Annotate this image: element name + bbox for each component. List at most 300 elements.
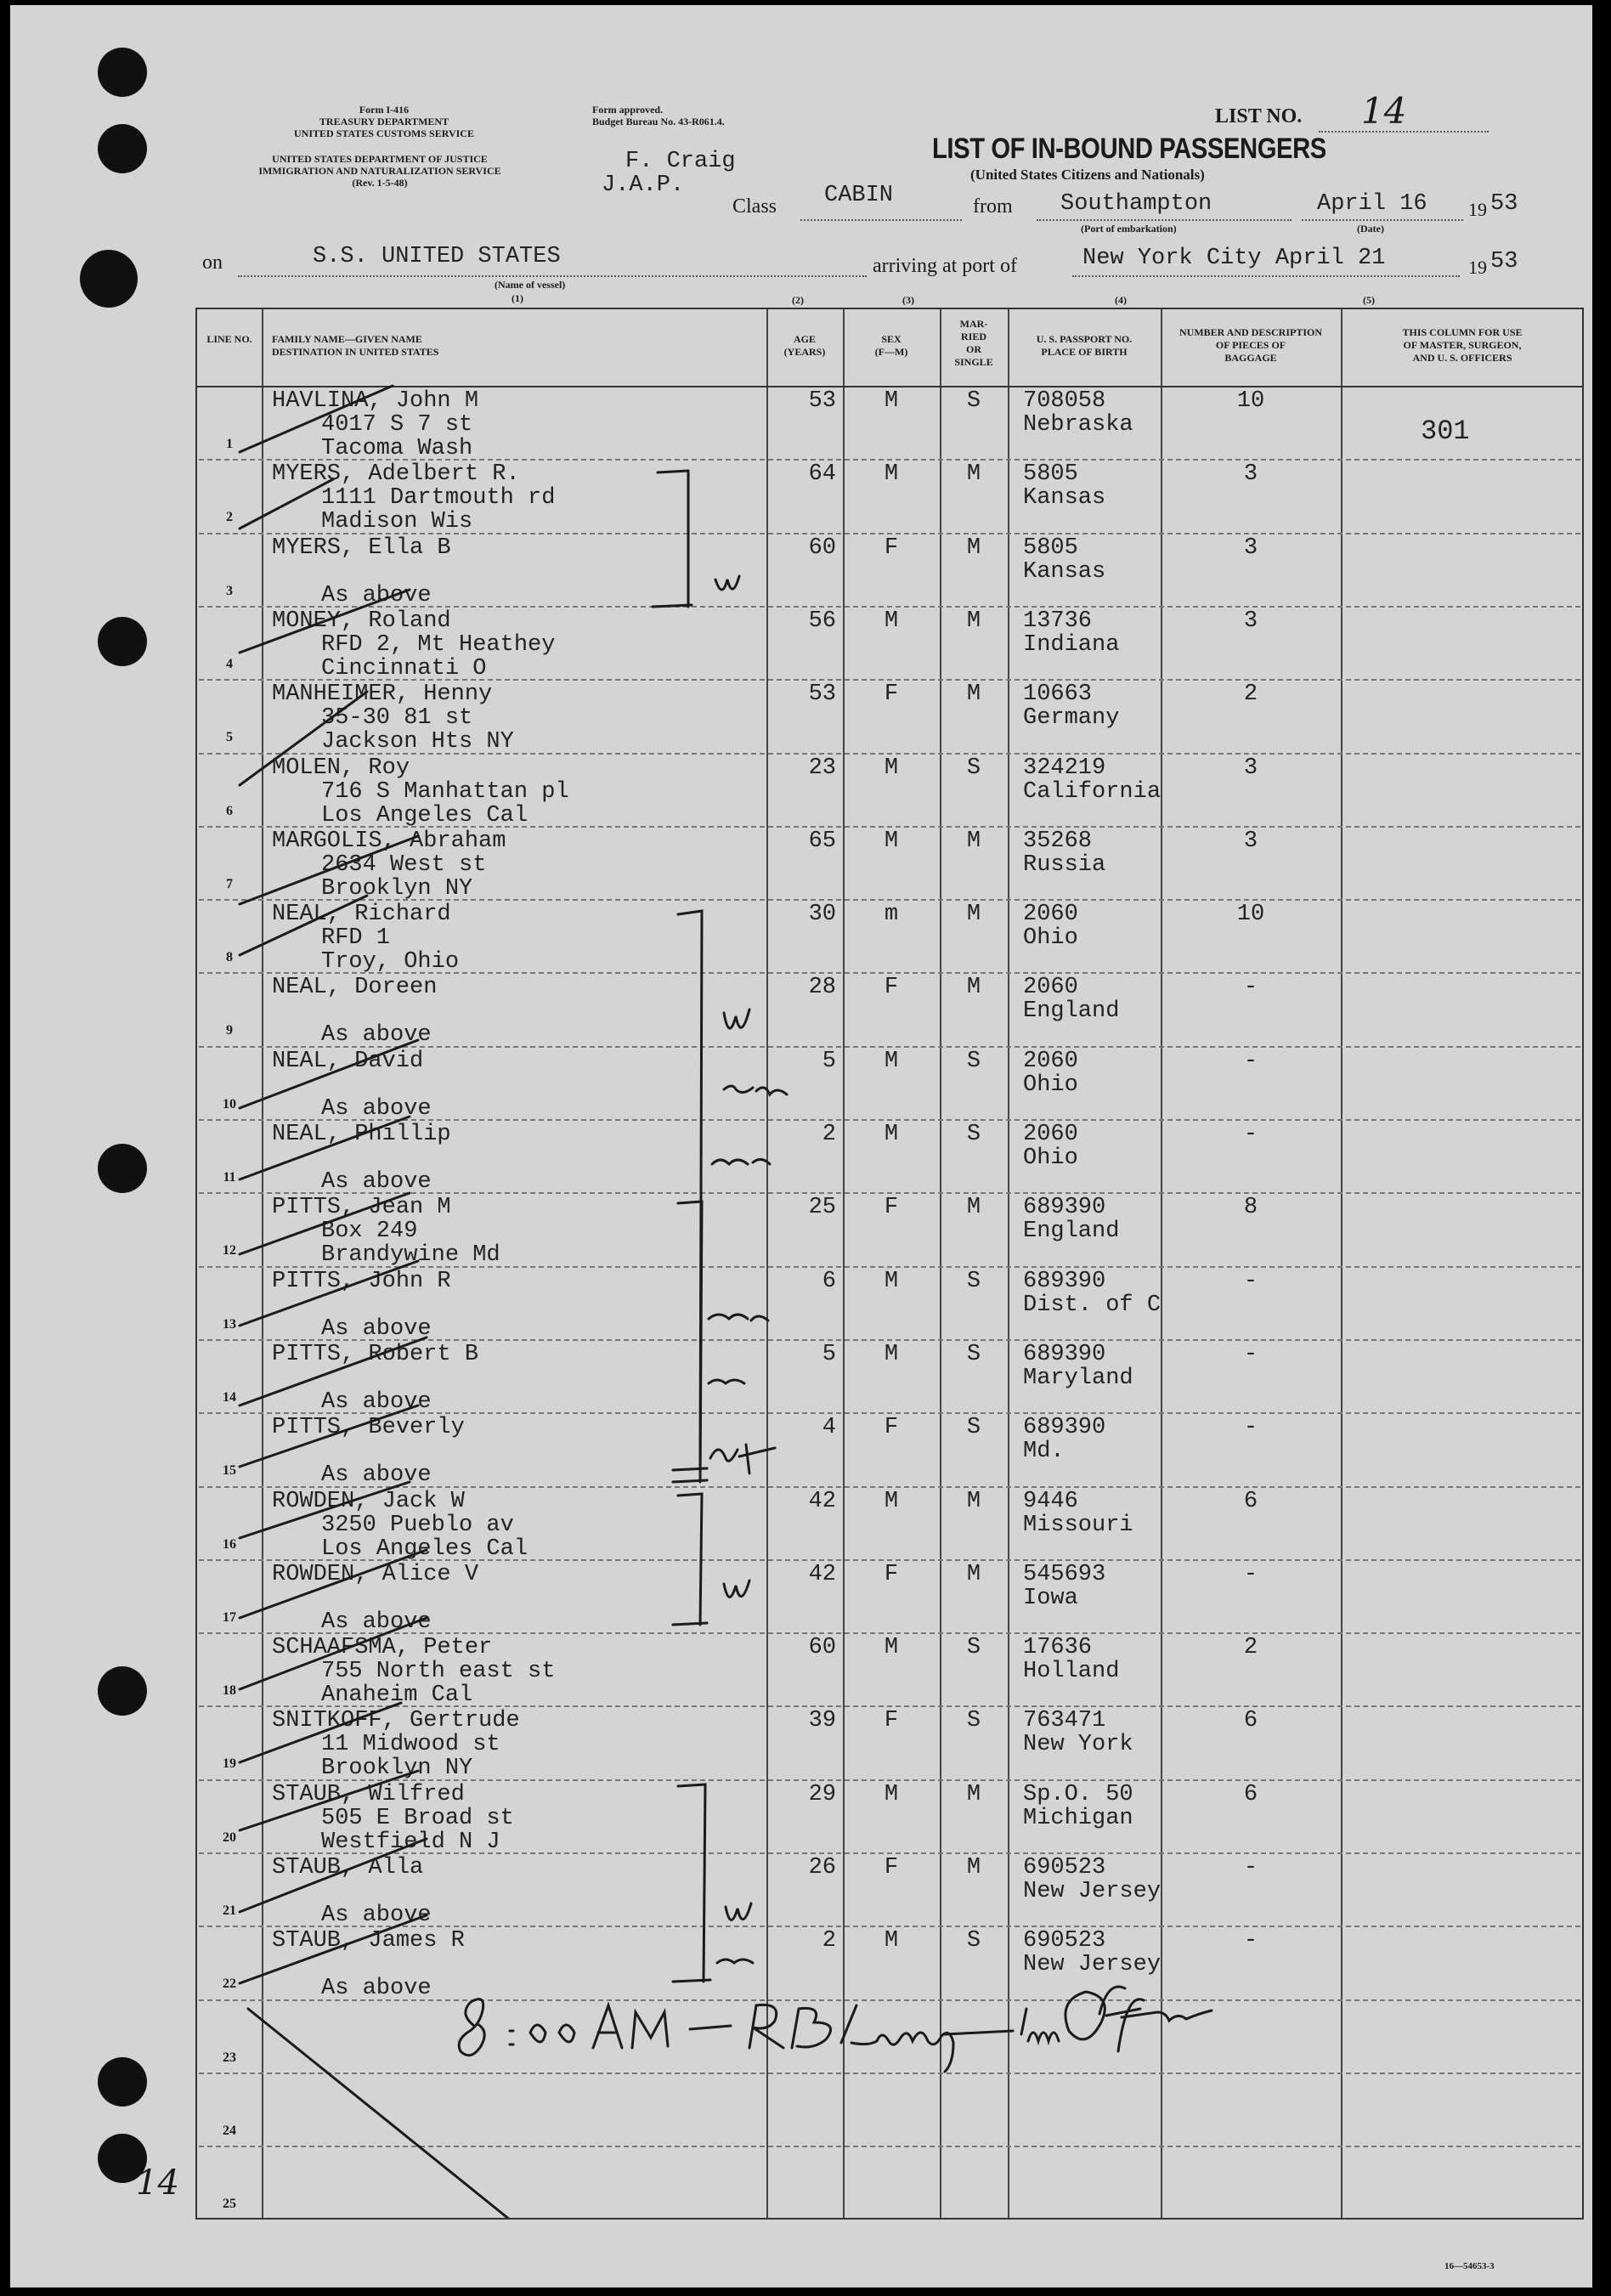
line-number: 2 xyxy=(226,510,233,525)
passenger-age: 4 xyxy=(822,1415,836,1441)
passenger-address-1: RFD 1 xyxy=(321,925,391,952)
arrival-port-date: New York City April 21 xyxy=(1082,246,1386,271)
passport-number: 690523 xyxy=(1023,1855,1106,1880)
relation-w-mark xyxy=(724,1009,749,1028)
passenger-age: 64 xyxy=(808,461,836,488)
place-of-birth: Ohio xyxy=(1023,1072,1078,1098)
baggage-count: 6 xyxy=(1243,1708,1258,1734)
punch-hole xyxy=(98,617,147,666)
signoff-B xyxy=(792,2008,831,2048)
treasury-dept: TREASURY DEPARTMENT xyxy=(319,116,449,127)
passenger-marital-status: S xyxy=(966,1928,981,1954)
line-number: 6 xyxy=(226,803,233,818)
line-number: 8 xyxy=(226,950,233,965)
relation-w-mark xyxy=(715,576,739,590)
passport-number: 35268 xyxy=(1023,828,1093,854)
place-of-birth: Ohio xyxy=(1023,1145,1078,1171)
passenger-age: 53 xyxy=(808,681,836,708)
customs-service: UNITED STATES CUSTOMS SERVICE xyxy=(294,127,474,139)
check-stroke xyxy=(240,479,333,529)
vessel-col-number: (1) xyxy=(512,292,523,304)
passenger-name: PITTS, Beverly xyxy=(272,1415,465,1441)
passenger-address-2: As above xyxy=(321,1462,432,1489)
bracket-myers xyxy=(653,471,692,607)
place-of-birth: Nebraska xyxy=(1023,412,1133,438)
passenger-age: 29 xyxy=(808,1781,836,1807)
passenger-name: MOLEN, Roy xyxy=(272,755,410,781)
ins-service: IMMIGRATION AND NATURALIZATION SERVICE xyxy=(258,165,501,177)
passenger-address-1: 755 North east st xyxy=(321,1659,556,1685)
passenger-address-1: 4017 S 7 st xyxy=(321,412,473,438)
passport-number: 690523 xyxy=(1023,1928,1106,1954)
typed-initials-1: F. Craig xyxy=(625,149,736,174)
line-number: 23 xyxy=(223,2050,236,2065)
list-no-value: 14 xyxy=(1361,90,1407,132)
col-passport: U. S. PASSPORT NO. PLACE OF BIRTH xyxy=(1036,333,1133,358)
passport-number: 689390 xyxy=(1023,1415,1106,1441)
passenger-name: PITTS, Robert B xyxy=(272,1341,479,1367)
baggage-count: 2 xyxy=(1243,681,1258,708)
passenger-marital-status: M xyxy=(966,1561,981,1587)
passenger-marital-status: S xyxy=(966,1048,981,1074)
passenger-marital-status: S xyxy=(966,755,981,781)
col-number-4: (4) xyxy=(1115,294,1127,306)
year-value: 53 xyxy=(1490,191,1518,217)
manifest-title: LIST OF IN-BOUND PASSENGERS xyxy=(932,133,1326,165)
signoff-A xyxy=(593,2005,622,2048)
passenger-address-2: Westfield N J xyxy=(321,1829,500,1855)
form-revision: (Rev. 1-5-48) xyxy=(352,177,408,189)
passenger-sex: F xyxy=(884,1195,899,1221)
handwriting-overlay xyxy=(197,309,1582,2218)
passenger-name: PITTS, John R xyxy=(272,1268,451,1294)
passenger-name: NEAL, David xyxy=(272,1048,424,1074)
check-stroke xyxy=(240,1915,427,1983)
passport-number: 9446 xyxy=(1023,1488,1078,1514)
passenger-address-1: Box 249 xyxy=(321,1219,418,1245)
passenger-marital-status: M xyxy=(966,608,981,634)
passenger-name: MYERS, Ella B xyxy=(272,534,451,561)
line-number: 12 xyxy=(223,1243,236,1258)
passenger-address-2: As above xyxy=(321,582,432,608)
line-number: 13 xyxy=(223,1316,236,1332)
passenger-marital-status: S xyxy=(966,1122,981,1147)
passenger-age: 56 xyxy=(808,608,836,634)
passenger-name: MANHEIMER, Henny xyxy=(272,681,493,708)
baggage-count: - xyxy=(1243,1268,1258,1294)
place-of-birth: Kansas xyxy=(1023,558,1106,585)
signoff-dash-2 xyxy=(945,2031,1013,2034)
check-stroke xyxy=(240,1703,401,1762)
passenger-marital-status: S xyxy=(966,1635,981,1661)
check-stroke xyxy=(240,386,393,452)
typed-initials-2: J.A.P. xyxy=(602,172,685,198)
baggage-count: - xyxy=(1243,975,1258,1001)
passenger-name: STAUB, Wilfred xyxy=(272,1781,465,1807)
col-baggage: NUMBER AND DESCRIPTION OF PIECES OF BAGGAGE xyxy=(1179,326,1323,364)
punch-hole xyxy=(98,124,147,173)
place-of-birth: Kansas xyxy=(1023,485,1106,512)
passenger-address-2: As above xyxy=(321,1095,432,1122)
place-of-birth: Dist. of C xyxy=(1023,1292,1162,1318)
passport-number: 2060 xyxy=(1023,1048,1078,1074)
vessel-caption: (Name of vessel) xyxy=(495,279,566,291)
check-stroke xyxy=(240,1337,427,1405)
passenger-marital-status: S xyxy=(966,388,981,414)
check-stroke xyxy=(240,1482,410,1538)
line-number: 4 xyxy=(226,656,233,671)
signoff-officer xyxy=(1066,1987,1212,2051)
line-number: 7 xyxy=(226,876,233,891)
signoff-imm xyxy=(1021,2009,1059,2041)
check-stroke xyxy=(240,1405,418,1467)
place-of-birth: Russia xyxy=(1023,851,1106,878)
passenger-sex: M xyxy=(884,388,899,414)
baggage-count: 3 xyxy=(1243,755,1258,781)
passenger-sex: F xyxy=(884,534,899,561)
passenger-age: 25 xyxy=(808,1195,836,1221)
line-number: 18 xyxy=(223,1683,236,1699)
signoff-R xyxy=(749,2005,783,2048)
passenger-name: ROWDEN, Jack W xyxy=(272,1488,465,1514)
check-stroke xyxy=(240,896,367,955)
passenger-age: 60 xyxy=(808,534,836,561)
port-caption: (Port of embarkation) xyxy=(1081,223,1177,235)
passenger-sex: F xyxy=(884,1415,899,1441)
col-officer-use: THIS COLUMN FOR USE OF MASTER, SURGEON, AND U. S. OFFICERS xyxy=(1402,326,1523,364)
baggage-count: 6 xyxy=(1243,1488,1258,1514)
passenger-address-2: Cincinnati O xyxy=(321,655,487,681)
depart-date: April 16 xyxy=(1317,191,1427,217)
place-of-birth: Michigan xyxy=(1023,1805,1133,1831)
passenger-age: 5 xyxy=(822,1341,836,1367)
baggage-count: - xyxy=(1243,1855,1258,1880)
passport-number: 708058 xyxy=(1023,388,1106,414)
baggage-count: 10 xyxy=(1236,902,1265,928)
passenger-table xyxy=(195,308,1584,2220)
signoff-M xyxy=(632,2012,668,2048)
place-of-birth: New Jersey xyxy=(1023,1879,1162,1904)
passenger-age: 28 xyxy=(808,975,836,1001)
line-number: 17 xyxy=(223,1609,236,1625)
baggage-count: 2 xyxy=(1243,1635,1258,1661)
passport-number: 545693 xyxy=(1023,1561,1106,1587)
passport-number: 2060 xyxy=(1023,902,1078,928)
passenger-sex: M xyxy=(884,608,899,634)
passenger-sex: M xyxy=(884,1635,899,1661)
footer-code: 16—54653-3 xyxy=(1444,2261,1495,2271)
check-stroke xyxy=(240,1261,418,1326)
passenger-address-2: As above xyxy=(321,1609,432,1635)
relation-w-mark xyxy=(726,1903,751,1920)
passenger-age: 6 xyxy=(822,1268,836,1294)
passport-number: 17636 xyxy=(1023,1635,1093,1661)
passenger-age: 53 xyxy=(808,388,836,414)
col-age: AGE (YEARS) xyxy=(783,333,826,358)
passport-number: 763471 xyxy=(1023,1708,1106,1734)
list-no-label: LIST NO. xyxy=(1215,105,1303,127)
passenger-name: STAUB, James R xyxy=(272,1928,465,1954)
passenger-age: 2 xyxy=(822,1122,836,1147)
passenger-sex: M xyxy=(884,828,899,854)
form-approved: Form approved. xyxy=(592,104,664,116)
passenger-marital-status: M xyxy=(966,1195,981,1221)
baggage-count: 3 xyxy=(1243,534,1258,561)
passenger-address-2: Brandywine Md xyxy=(321,1242,500,1269)
baggage-count: - xyxy=(1243,1415,1258,1441)
port-value: Southampton xyxy=(1060,191,1212,217)
place-of-birth: Missouri xyxy=(1023,1512,1133,1538)
col-married: MAR- RIED OR SINGLE xyxy=(954,318,993,368)
relation-w-mark xyxy=(724,1581,749,1598)
place-of-birth: New York xyxy=(1023,1732,1133,1758)
passenger-marital-status: M xyxy=(966,828,981,854)
place-of-birth: Maryland xyxy=(1023,1365,1133,1391)
col-sex: SEX (F—M) xyxy=(874,333,908,358)
passenger-name: HAVLINA, John M xyxy=(272,388,479,414)
passenger-age: 30 xyxy=(808,902,836,928)
cancel-stroke xyxy=(248,2009,647,2218)
bracket-staub xyxy=(673,1784,710,1982)
signoff-dash xyxy=(690,2026,731,2029)
line-number: 25 xyxy=(223,2197,236,2212)
passenger-name: SNITKOFF, Gertrude xyxy=(272,1708,520,1734)
check-stroke xyxy=(240,1193,410,1254)
passenger-marital-status: M xyxy=(966,681,981,708)
place-of-birth: England xyxy=(1023,1219,1120,1245)
passenger-address-2: Brooklyn NY xyxy=(321,875,473,902)
passenger-sex: M xyxy=(884,1048,899,1074)
arriving-label: arriving at port of xyxy=(873,255,1017,277)
passenger-name: NEAL, Doreen xyxy=(272,975,438,1001)
passenger-address-2: Los Angeles Cal xyxy=(321,1535,529,1562)
from-label: from xyxy=(973,195,1013,218)
passenger-address-2: As above xyxy=(321,1169,432,1195)
year-prefix: 19 xyxy=(1468,199,1487,220)
passenger-sex: m xyxy=(884,902,899,928)
passenger-age: 42 xyxy=(808,1561,836,1587)
baggage-count: 3 xyxy=(1243,608,1258,634)
place-of-birth: Iowa xyxy=(1023,1585,1078,1611)
margin-note: 14 xyxy=(136,2163,179,2203)
passenger-address-1: 3250 Pueblo av xyxy=(321,1512,514,1538)
passenger-age: 39 xyxy=(808,1708,836,1734)
passenger-age: 60 xyxy=(808,1635,836,1661)
passenger-marital-status: M xyxy=(966,1781,981,1807)
passenger-name: MARGOLIS, Abraham xyxy=(272,828,506,854)
relation-dt-mark xyxy=(710,1445,775,1473)
baggage-count: - xyxy=(1243,1561,1258,1587)
punch-hole xyxy=(80,250,138,308)
bracket-rowden xyxy=(673,1494,707,1625)
place-of-birth: Ohio xyxy=(1023,925,1078,952)
passenger-sex: F xyxy=(884,1561,899,1587)
passenger-address-2: Brooklyn NY xyxy=(321,1756,473,1782)
place-of-birth: Holland xyxy=(1023,1659,1120,1685)
check-stroke xyxy=(240,1771,418,1830)
passenger-age: 65 xyxy=(808,828,836,854)
check-stroke xyxy=(240,692,367,785)
passenger-sex: M xyxy=(884,1122,899,1147)
passenger-address-2: Jackson Hts NY xyxy=(321,729,514,755)
check-stroke xyxy=(240,1550,427,1618)
baggage-count: 8 xyxy=(1243,1195,1258,1221)
baggage-count: 3 xyxy=(1243,828,1258,854)
passenger-marital-status: M xyxy=(966,534,981,561)
check-stroke xyxy=(240,836,418,904)
passenger-address-2: Troy, Ohio xyxy=(321,949,460,976)
line-number: 11 xyxy=(223,1170,236,1185)
passenger-marital-status: S xyxy=(966,1415,981,1441)
passenger-name: MYERS, Adelbert R. xyxy=(272,461,520,488)
place-of-birth: Indiana xyxy=(1023,631,1120,658)
place-of-birth: New Jersey xyxy=(1023,1952,1162,1978)
line-number: 19 xyxy=(223,1756,236,1772)
passport-number: 324219 xyxy=(1023,755,1106,781)
passenger-address-1: 716 S Manhattan pl xyxy=(321,778,569,805)
passenger-marital-status: M xyxy=(966,902,981,928)
baggage-count: 6 xyxy=(1243,1781,1258,1807)
passenger-address-1: 1111 Dartmouth rd xyxy=(321,485,556,512)
baggage-count: 3 xyxy=(1243,461,1258,488)
punch-hole xyxy=(98,2057,147,2107)
check-stroke xyxy=(240,590,410,653)
check-stroke xyxy=(240,1040,418,1108)
passenger-address-1: 505 E Broad st xyxy=(321,1805,514,1831)
baggage-count: 10 xyxy=(1236,388,1265,414)
passenger-marital-status: S xyxy=(966,1268,981,1294)
form-number: Form I-416 xyxy=(359,104,410,116)
line-number: 3 xyxy=(226,583,233,598)
passport-number: 689390 xyxy=(1023,1268,1106,1294)
relation-son-mark xyxy=(712,1159,770,1164)
passenger-address-2: Madison Wis xyxy=(321,509,473,535)
officer-note: 301 xyxy=(1421,416,1470,447)
punch-hole xyxy=(98,48,147,97)
passport-number: 2060 xyxy=(1023,975,1078,1001)
baggage-count: - xyxy=(1243,1341,1258,1367)
line-number: 16 xyxy=(223,1536,236,1552)
passenger-address-2: As above xyxy=(321,1022,432,1049)
arrival-year-prefix: 19 xyxy=(1468,257,1487,278)
passenger-age: 42 xyxy=(808,1488,836,1514)
line-number: 20 xyxy=(223,1829,236,1845)
signoff-00 xyxy=(530,2025,574,2042)
passenger-age: 26 xyxy=(808,1855,836,1880)
passenger-name: SCHAAFSMA, Peter xyxy=(272,1635,493,1661)
line-number: 10 xyxy=(223,1096,236,1111)
check-stroke xyxy=(240,1839,427,1912)
passenger-age: 23 xyxy=(808,755,836,781)
line-number: 22 xyxy=(223,1976,236,1992)
passenger-address-1: RFD 2, Mt Heathey xyxy=(321,631,556,658)
baggage-count: - xyxy=(1243,1122,1258,1147)
passenger-address-1: 11 Midwood st xyxy=(321,1732,500,1758)
punch-hole xyxy=(98,1144,147,1193)
arrival-year-value: 53 xyxy=(1490,249,1518,274)
passport-number: 2060 xyxy=(1023,1122,1078,1147)
passenger-marital-status: M xyxy=(966,1855,981,1880)
place-of-birth: England xyxy=(1023,998,1120,1025)
passenger-marital-status: S xyxy=(966,1341,981,1367)
passenger-name: NEAL, Phillip xyxy=(272,1122,451,1147)
relation-son-mark xyxy=(724,1086,787,1094)
signoff-colon xyxy=(510,2031,513,2044)
col-number-3: (3) xyxy=(902,294,914,306)
passenger-name: NEAL, Richard xyxy=(272,902,451,928)
passenger-address-2: As above xyxy=(321,1315,432,1342)
bracket-pitts xyxy=(673,1202,707,1482)
relation-son-mark xyxy=(709,1380,744,1383)
passenger-address-2: As above xyxy=(321,1388,432,1415)
passenger-name: PITTS, Jean M xyxy=(272,1195,451,1221)
passenger-address-2: As above xyxy=(321,1903,432,1928)
passenger-address-2: Tacoma Wash xyxy=(321,436,473,461)
signoff-8 xyxy=(459,1999,484,2056)
passport-number: 13736 xyxy=(1023,608,1093,634)
place-of-birth: California xyxy=(1023,778,1162,805)
col-line-no: LINE NO. xyxy=(206,333,252,345)
passenger-sex: M xyxy=(884,1488,899,1514)
class-label: Class xyxy=(732,195,777,218)
check-stroke xyxy=(240,1618,427,1689)
passenger-sex: M xyxy=(884,755,899,781)
baggage-count: - xyxy=(1243,1048,1258,1074)
on-label: on xyxy=(202,252,223,274)
passenger-address-2: Anaheim Cal xyxy=(321,1682,473,1709)
date-caption: (Date) xyxy=(1357,223,1384,235)
passenger-name: ROWDEN, Alice V xyxy=(272,1561,479,1587)
vessel-name: S.S. UNITED STATES xyxy=(313,244,561,269)
col-number-5: (5) xyxy=(1363,294,1375,306)
line-number: 1 xyxy=(226,437,233,451)
passport-number: 689390 xyxy=(1023,1195,1106,1221)
passenger-sex: M xyxy=(884,1928,899,1954)
passport-number: 5805 xyxy=(1023,461,1078,488)
passport-number: 5805 xyxy=(1023,534,1078,561)
passenger-sex: F xyxy=(884,681,899,708)
passenger-sex: F xyxy=(884,1708,899,1734)
passenger-address-2: Los Angeles Cal xyxy=(321,802,529,828)
line-number: 21 xyxy=(223,1903,236,1918)
col-name: FAMILY NAME—GIVEN NAME DESTINATION IN UNITED STATES xyxy=(272,333,439,358)
baggage-count: - xyxy=(1243,1928,1258,1954)
passenger-age: 5 xyxy=(822,1048,836,1074)
passenger-name: STAUB, Alla xyxy=(272,1855,424,1880)
manifest-subtitle: (United States Citizens and Nationals) xyxy=(970,167,1205,183)
passenger-address-1: 2634 West st xyxy=(321,851,487,878)
line-number: 9 xyxy=(226,1023,233,1038)
passenger-name: MONEY, Roland xyxy=(272,608,451,634)
passenger-sex: F xyxy=(884,975,899,1001)
class-value: CABIN xyxy=(824,183,894,208)
passenger-marital-status: M xyxy=(966,1488,981,1514)
passenger-marital-status: M xyxy=(966,461,981,488)
punch-hole xyxy=(98,1666,147,1716)
passport-number: 10663 xyxy=(1023,681,1093,708)
line-number: 15 xyxy=(223,1463,236,1479)
passenger-sex: M xyxy=(884,1268,899,1294)
place-of-birth: Md. xyxy=(1023,1439,1065,1465)
passenger-sex: F xyxy=(884,1855,899,1880)
signoff-lindsey xyxy=(841,2005,953,2072)
passenger-sex: M xyxy=(884,1781,899,1807)
passenger-marital-status: M xyxy=(966,975,981,1001)
passenger-address-2: As above xyxy=(321,1976,432,2002)
passport-number: 689390 xyxy=(1023,1341,1106,1367)
passenger-sex: M xyxy=(884,1341,899,1367)
relation-son-mark xyxy=(717,1960,753,1963)
